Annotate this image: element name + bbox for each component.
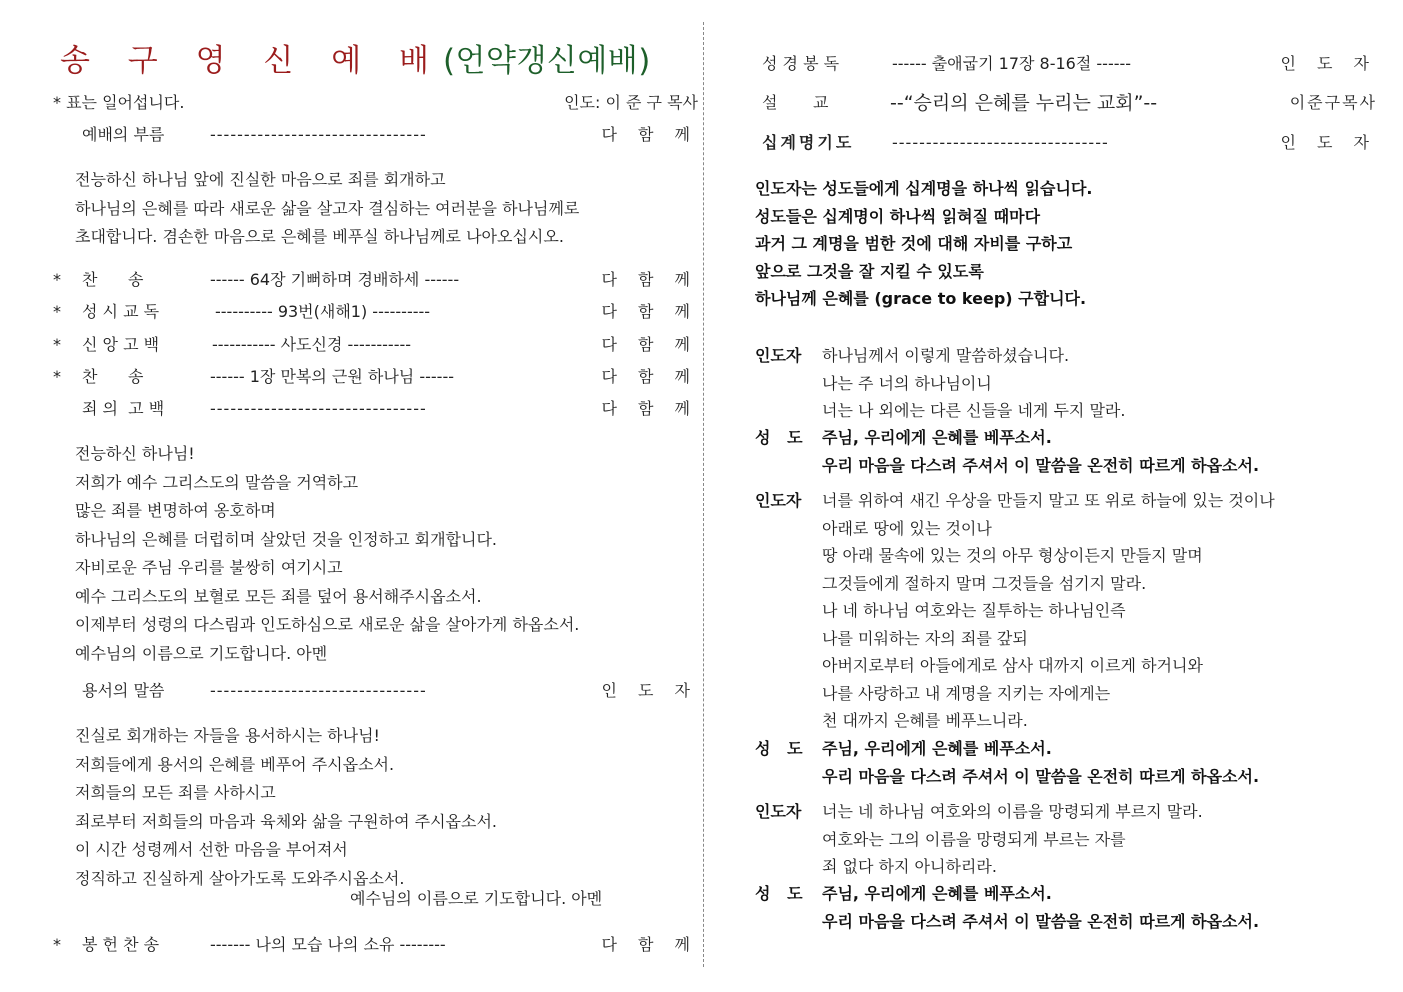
text-line: 죄로부터 저희들의 마음과 육체와 삶을 구원하여 주시옵소서. xyxy=(75,811,498,831)
order-item xyxy=(752,132,1377,154)
text-line: 이 시간 성령께서 선한 마음을 부어져서 xyxy=(75,840,348,859)
note-row xyxy=(50,92,698,114)
speaker-label: 성 도 xyxy=(755,884,803,903)
pardon-amen: 예수님의 이름으로 기도합니다. 아멘 xyxy=(350,889,603,908)
text-line: 주님, 우리에게 은혜를 베푸소서. xyxy=(822,428,1052,447)
stand-marker: * xyxy=(53,270,61,289)
item-detail: ----------- 사도신경 ----------- xyxy=(212,335,412,354)
item-detail: ------ 64장 기뻐하며 경배하세 ------ xyxy=(210,270,460,289)
order-item-offering xyxy=(50,934,698,956)
item-who: 인 도 자 xyxy=(1280,54,1377,73)
item-label: 설 교 xyxy=(762,93,829,112)
item-detail: --“승리의 은혜를 누리는 교회”-- xyxy=(890,92,1158,114)
speaker-label: 인도자 xyxy=(755,491,802,510)
text-line: 앞으로 그것을 잘 지킬 수 있도록 xyxy=(755,261,984,281)
text-line: 저희들에게 용서의 은혜를 베푸어 주시옵소서. xyxy=(75,754,395,774)
item-label: 죄 의 고 백 xyxy=(82,399,165,418)
text-line: 우리 마음을 다스려 주셔서 이 말씀을 온전히 따르게 하옵소서. xyxy=(822,766,1260,786)
leader-name: 인도: 이 준 구 목사 xyxy=(564,93,698,112)
item-label: 신 앙 고 백 xyxy=(82,335,160,354)
text-line: 아래로 땅에 있는 것이나 xyxy=(822,518,992,538)
text-line: 천 대까지 은혜를 베푸느니라. xyxy=(822,711,1028,730)
text-line: 인도자는 성도들에게 십계명을 하나씩 읽습니다. xyxy=(755,179,1093,198)
text-line: 나 네 하나님 여호와는 질투하는 하나님인즉 xyxy=(822,601,1126,620)
text-line: 죄 없다 하지 아니하리라. xyxy=(822,857,997,876)
text-line: 전능하신 하나님! xyxy=(75,444,195,463)
text-line: 예수님의 이름으로 기도합니다. 아멘 xyxy=(75,643,328,663)
text-line: 나를 사랑하고 내 계명을 지키는 자에게는 xyxy=(822,683,1111,703)
stand-marker: * xyxy=(53,302,61,321)
pardon-end-row xyxy=(50,888,698,910)
text-line: 우리 마음을 다스려 주셔서 이 말씀을 온전히 따르게 하옵소서. xyxy=(822,455,1260,475)
item-who: 인 도 자 xyxy=(1280,133,1377,152)
item-who: 다 함 께 xyxy=(601,302,698,321)
item-detail: ---------- 93번(새해1) ---------- xyxy=(215,302,431,321)
stand-marker: * xyxy=(53,367,61,386)
text-line: 자비로운 주님 우리를 불쌍히 여기시고 xyxy=(75,558,343,577)
pardon-text xyxy=(75,722,497,893)
order-item-pardon xyxy=(50,680,698,702)
text-line: 성도들은 십계명이 하나씩 읽혀질 때마다 xyxy=(755,206,1041,226)
standing-note: * 표는 일어섭니다. xyxy=(53,93,185,112)
text-line: 주님, 우리에게 은혜를 베푸소서. xyxy=(822,739,1052,758)
item-label: 예배의 부름 xyxy=(82,125,165,144)
text-line: 주님, 우리에게 은혜를 베푸소서. xyxy=(822,884,1052,903)
order-item xyxy=(752,92,1377,114)
text-line: 너를 위하여 새긴 우상을 만들지 말고 또 위로 하늘에 있는 것이나 xyxy=(822,491,1275,510)
stand-marker: * xyxy=(53,935,61,954)
text-line: 저희들의 모든 죄를 사하시고 xyxy=(75,783,276,802)
title-sub: (언약갱신예배) xyxy=(442,43,651,79)
item-label: 성 경 봉 독 xyxy=(762,54,840,73)
speaker-label: 성 도 xyxy=(755,428,803,447)
item-label: 십계명기도 xyxy=(762,133,855,152)
item-detail: ------ 출애굽기 17장 8-16절 ------ xyxy=(892,54,1132,73)
text-line: 여호와는 그의 이름을 망령되게 부르는 자를 xyxy=(822,829,1126,849)
item-detail: ------- 나의 모습 나의 소유 -------- xyxy=(210,935,446,954)
item-dashes: -------------------------------- xyxy=(210,681,427,700)
item-who: 다 함 께 xyxy=(601,335,698,354)
text-line: 너는 네 하나님 여호와의 이름을 망령되게 부르지 말라. xyxy=(822,802,1203,821)
intro-text xyxy=(755,175,1092,313)
text-line: 전능하신 하나님 앞에 진실한 마음으로 죄를 회개하고 xyxy=(75,170,446,189)
order-item-call xyxy=(50,124,698,146)
text-line: 예수 그리스도의 보혈로 모든 죄를 덮어 용서해주시옵소서. xyxy=(75,586,482,606)
text-line: 너는 나 외에는 다른 신들을 네게 두지 말라. xyxy=(822,401,1126,420)
item-who: 인 도 자 xyxy=(601,681,698,700)
order-item xyxy=(50,366,698,388)
item-who: 다 함 께 xyxy=(601,270,698,289)
text-line: 이제부터 성령의 다스림과 인도하심으로 새로운 삶을 살아가게 하옵소서. xyxy=(75,615,580,634)
title-main: 송 구 영 신 예 배 xyxy=(60,43,443,79)
speaker-label: 인도자 xyxy=(755,346,802,365)
text-line: 많은 죄를 변명하여 옹호하며 xyxy=(75,501,276,520)
item-who: 다 함 께 xyxy=(601,367,698,386)
stand-marker: * xyxy=(53,335,61,354)
text-line: 초대합니다. 겸손한 마음으로 은혜를 베푸실 하나님께로 나아오십시오. xyxy=(75,227,564,246)
text-line: 땅 아래 물속에 있는 것의 아무 형상이든지 만들지 말며 xyxy=(822,546,1203,565)
order-item xyxy=(752,53,1377,75)
item-detail: ------ 1장 만복의 근원 하나님 ------ xyxy=(210,367,454,386)
text-line: 과거 그 계명을 범한 것에 대해 자비를 구하고 xyxy=(755,234,1073,253)
confession-text xyxy=(75,440,579,668)
item-who: 이준구목사 xyxy=(1289,93,1377,112)
item-detail: -------------------------------- xyxy=(210,399,427,418)
order-item xyxy=(50,334,698,356)
column-divider xyxy=(703,22,704,967)
order-item xyxy=(50,301,698,323)
item-label: 성 시 교 독 xyxy=(82,302,160,321)
item-who: 다 함 께 xyxy=(601,399,698,418)
litany xyxy=(755,342,1377,942)
text-line: 저희가 예수 그리스도의 말씀을 거역하고 xyxy=(75,472,359,492)
item-label: 찬 송 xyxy=(82,367,144,386)
text-line: 하나님의 은혜를 따라 새로운 삶을 살고자 결심하는 여러분을 하나님께로 xyxy=(75,198,580,218)
item-label: 봉 헌 찬 송 xyxy=(82,935,160,954)
text-line: 하나님의 은혜를 더럽히며 살았던 것을 인정하고 회개합니다. xyxy=(75,529,498,549)
order-item xyxy=(50,269,698,291)
speaker-label: 인도자 xyxy=(755,802,802,821)
item-dashes: -------------------------------- xyxy=(210,125,427,144)
item-label: 용서의 말씀 xyxy=(82,681,165,700)
item-detail: -------------------------------- xyxy=(892,133,1109,152)
text-line: 나를 미워하는 자의 죄를 갚되 xyxy=(822,628,1028,648)
speaker-label: 성 도 xyxy=(755,739,803,758)
text-line: 진실로 회개하는 자들을 용서하시는 하나님! xyxy=(75,726,380,745)
text-line: 우리 마음을 다스려 주셔서 이 말씀을 온전히 따르게 하옵소서. xyxy=(822,911,1260,931)
item-who: 다 함 께 xyxy=(601,935,698,954)
text-line: 정직하고 진실하게 살아가도록 도와주시옵소서. xyxy=(75,868,405,888)
text-line: 아버지로부터 아들에게로 삼사 대까지 이르게 하거니와 xyxy=(822,656,1203,675)
call-text xyxy=(75,166,579,252)
text-line: 하나님께서 이렇게 말씀하셨습니다. xyxy=(822,346,1070,365)
order-item xyxy=(50,398,698,420)
item-label: 찬 송 xyxy=(82,270,144,289)
page-title xyxy=(60,35,651,80)
text-line: 나는 주 너의 하나님이니 xyxy=(822,373,992,393)
text-line: 하나님께 은혜를 (grace to keep) 구합니다. xyxy=(755,289,1087,308)
item-who: 다 함 께 xyxy=(601,125,698,144)
text-line: 그것들에게 절하지 말며 그것들을 섬기지 말라. xyxy=(822,573,1147,593)
